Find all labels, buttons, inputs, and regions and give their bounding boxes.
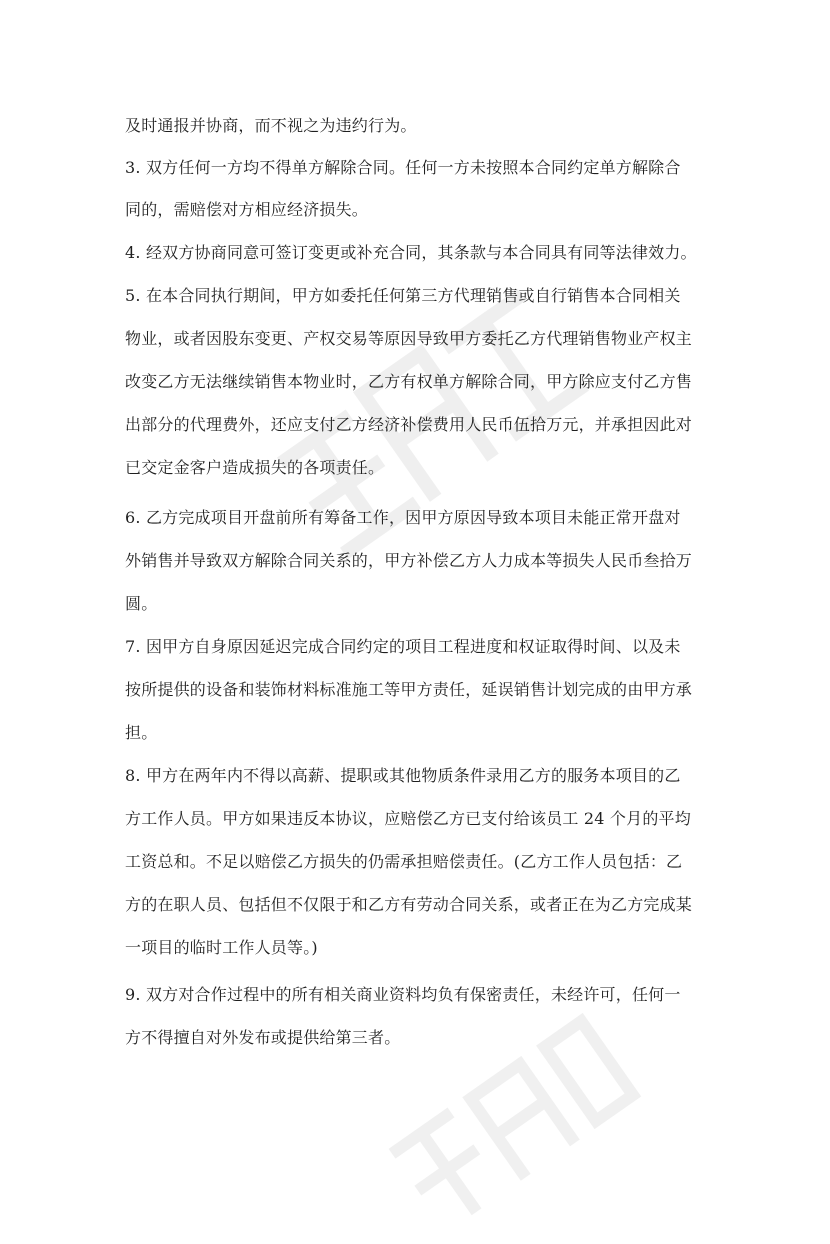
text-line: 改变乙方无法继续销售本物业时，乙方有权单方解除合同，甲方除应支付乙方售 xyxy=(125,372,693,391)
text-line: 圆。 xyxy=(125,594,158,613)
text-line: 工资总和。不足以赔偿乙方损失的仍需承担赔偿责任。(乙方工作人员包括：乙 xyxy=(125,852,683,871)
text-line: 方不得擅自对外发布或提供给第三者。 xyxy=(125,1028,401,1047)
text-line: 按所提供的设备和装饰材料标准施工等甲方责任，延误销售计划完成的由甲方承 xyxy=(125,680,693,699)
text-line: 8. 甲方在两年内不得以高薪、提职或其他物质条件录用乙方的服务本项目的乙 xyxy=(125,766,681,785)
text-line: 外销售并导致双方解除合同关系的，甲方补偿乙方人力成本等损失人民币叁拾万 xyxy=(125,551,693,570)
text-line: 一项目的临时工作人员等。) xyxy=(125,938,318,957)
text-line: 5. 在本合同执行期间，甲方如委托任何第三方代理销售或自行销售本合同相关 xyxy=(125,286,681,305)
text-line: 4. 经双方协商同意可签订变更或补充合同，其条款与本合同具有同等法律效力。 xyxy=(125,243,697,262)
text-line: 同的，需赔偿对方相应经济损失。 xyxy=(125,200,369,219)
text-line: 已交定金客户造成损失的各项责任。 xyxy=(125,458,385,477)
text-line: 及时通报并协商，而不视之为违约行为。 xyxy=(125,116,417,135)
text-line: 7. 因甲方自身原因延迟完成合同约定的项目工程进度和权证取得时间、以及未 xyxy=(125,637,681,656)
text-line: 6. 乙方完成项目开盘前所有筹备工作，因甲方原因导致本项目未能正常开盘对 xyxy=(125,508,681,527)
text-line: 方工作人员。甲方如果违反本协议，应赔偿乙方已支付给该员工 24 个月的平均 xyxy=(125,809,691,828)
text-line: 3. 双方任何一方均不得单方解除合同。任何一方未按照本合同约定单方解除合 xyxy=(125,158,681,177)
text-line: 物业，或者因股东变更、产权交易等原因导致甲方委托乙方代理销售物业产权主 xyxy=(125,329,693,348)
text-line: 出部分的代理费外，还应支付乙方经济补偿费用人民币伍拾万元，并承担因此对 xyxy=(125,415,693,434)
text-line: 9. 双方对合作过程中的所有相关商业资料均负有保密责任，未经许可，任何一 xyxy=(125,985,681,1004)
text-line: 方的在职人员、包括但不仅限于和乙方有劳动合同关系，或者正在为乙方完成某 xyxy=(125,895,693,914)
text-line: 担。 xyxy=(125,723,158,742)
